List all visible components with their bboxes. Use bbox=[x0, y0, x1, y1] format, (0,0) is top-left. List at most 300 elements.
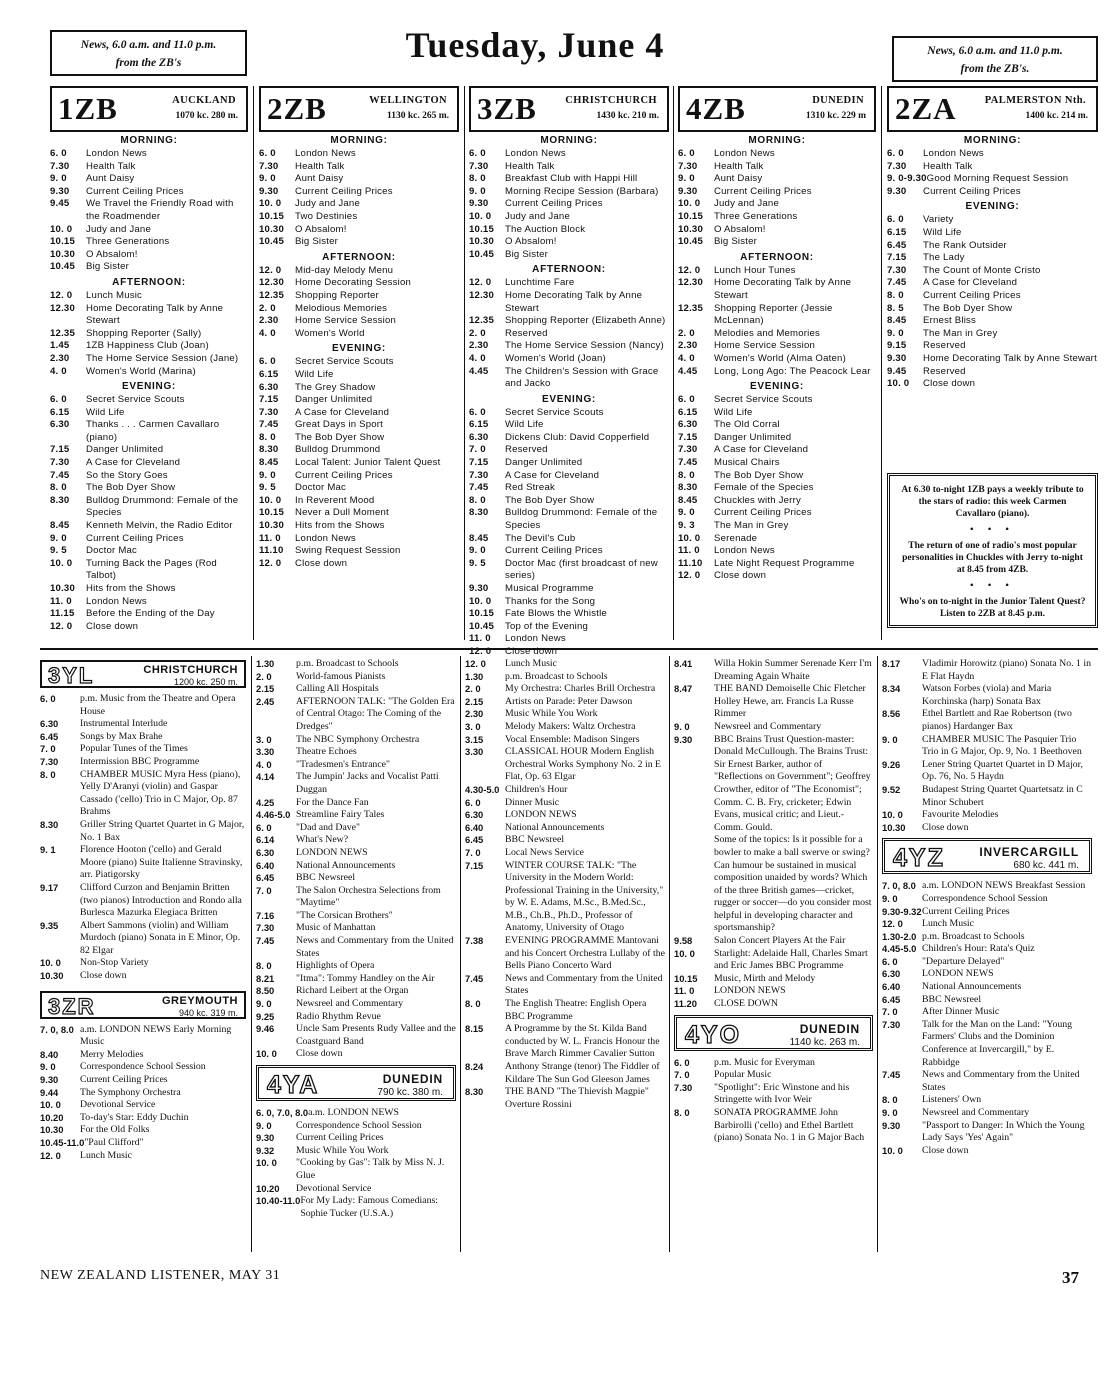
programme-time: 7.30 bbox=[882, 1018, 901, 1030]
programme-title: Melodies and Memories bbox=[714, 327, 821, 339]
programme-time: 10.45 bbox=[469, 248, 495, 260]
programme-item bbox=[678, 482, 876, 495]
programme-time: 9.44 bbox=[40, 1086, 59, 1098]
programme-title: a.m. LONDON NEWS Breakfast Session bbox=[922, 880, 1086, 892]
programme-time: 10.45 bbox=[469, 620, 495, 632]
programme-time: 4. 0 bbox=[678, 352, 695, 364]
programme-time: 10.15 bbox=[50, 236, 76, 248]
programme-list-3yl-continued bbox=[256, 658, 456, 1061]
programme-item bbox=[259, 369, 459, 382]
programme-item bbox=[882, 1145, 1092, 1158]
programme-time: 8.45 bbox=[678, 494, 698, 506]
programme-item bbox=[50, 482, 248, 495]
programme-title: Home Service Session bbox=[714, 340, 816, 352]
programme-time: 10.30 bbox=[50, 583, 76, 594]
programme-title: Some of the topics: Is it possible for a bowler to make a ball swerve or swing? Can humour be sustained in musical composition unaided by words? Which of the three British games—cricket, rugger or soccer—do you consider most helpful in developing character and sportsmanship? bbox=[714, 834, 872, 934]
programme-title: Dickens Club: David Copperfield bbox=[505, 431, 650, 443]
programme-item bbox=[256, 1195, 456, 1220]
programme-time: 8.40 bbox=[40, 1048, 59, 1060]
news-box-right bbox=[892, 36, 1098, 82]
programme-title: Big Sister bbox=[86, 261, 130, 273]
promo-text-2: The return of one of radio's most popular personalities in Chuckles with Jerry to-night at 8.45 from 4ZB. bbox=[902, 541, 1083, 575]
programme-title: "Tradesmen's Entrance" bbox=[296, 758, 391, 770]
programme-time: 2.15 bbox=[465, 695, 484, 707]
programme-item bbox=[259, 394, 459, 407]
programme-time: 11.10 bbox=[259, 545, 284, 557]
programme-time: 6.30 bbox=[259, 381, 279, 393]
programme-title: The Old Corral bbox=[714, 419, 780, 431]
programme-time: 7. 0 bbox=[40, 743, 56, 755]
programme-title: Newsreel and Commentary bbox=[922, 1107, 1030, 1118]
programme-item bbox=[50, 533, 248, 546]
programme-title: London News bbox=[86, 595, 147, 607]
programme-time: 6.30 bbox=[50, 419, 70, 431]
column-rule bbox=[673, 86, 674, 640]
programme-item bbox=[256, 860, 456, 873]
programme-title: The Man in Grey bbox=[714, 520, 789, 532]
programme-item bbox=[40, 718, 246, 731]
programme-time: 12. 0 bbox=[465, 658, 486, 669]
programme-title: Wild Life bbox=[295, 368, 334, 380]
programme-title: Listeners' Own bbox=[922, 1094, 982, 1106]
programme-list-4yo-continued bbox=[882, 658, 1092, 834]
programme-item bbox=[887, 240, 1098, 253]
programme-title: Theatre Echoes bbox=[296, 746, 357, 758]
programme-item bbox=[40, 1049, 246, 1062]
programme-item bbox=[674, 948, 873, 973]
programme-title: LONDON NEWS bbox=[296, 846, 368, 858]
programme-title: Big Sister bbox=[505, 248, 549, 260]
programme-item bbox=[256, 985, 456, 998]
programme-title: Popular Music bbox=[714, 1069, 772, 1081]
programme-item bbox=[469, 482, 669, 495]
programme-title: Reserved bbox=[505, 444, 548, 456]
programme-title: Doctor Mac (first broadcast of new series) bbox=[505, 557, 658, 582]
programme-time: 9.30 bbox=[40, 1074, 59, 1086]
programme-item bbox=[40, 1099, 246, 1112]
lower-column-5 bbox=[882, 658, 1092, 1250]
programme-item bbox=[887, 161, 1098, 174]
programme-time: 9. 3 bbox=[678, 520, 695, 532]
programme-title: Vocal Ensemble: Madison Singers bbox=[505, 733, 640, 745]
programme-item bbox=[882, 943, 1092, 956]
section-title: AFTERNOON: bbox=[740, 251, 814, 263]
programme-item bbox=[256, 960, 456, 973]
programme-time: 12.35 bbox=[678, 302, 704, 314]
programme-title: Merry Melodies bbox=[80, 1048, 144, 1060]
column-rule bbox=[251, 656, 252, 1252]
programme-title: So the Story Goes bbox=[86, 469, 168, 481]
programme-title: Secret Service Scouts bbox=[86, 394, 185, 406]
programme-time: 2.15 bbox=[256, 683, 275, 695]
programme-time: 10.30 bbox=[50, 248, 76, 260]
programme-title: The Rank Outsider bbox=[923, 239, 1007, 251]
programme-item bbox=[678, 236, 876, 249]
programme-title: The Home Service Session (Jane) bbox=[86, 352, 239, 364]
programme-title: Salon Concert Players At the Fair bbox=[714, 935, 846, 947]
programme-title: Intermission BBC Programme bbox=[80, 755, 200, 767]
programme-time: 6. 0 bbox=[887, 214, 904, 226]
programme-time: 6.14 bbox=[256, 834, 275, 846]
programme-time: 6. 0, 7.0, 8.0 bbox=[256, 1107, 309, 1118]
programme-item bbox=[256, 658, 456, 671]
programme-item bbox=[259, 545, 459, 558]
programme-time: 10.20 bbox=[256, 1182, 280, 1194]
programme-item bbox=[882, 931, 1092, 944]
section-title: MORNING: bbox=[120, 135, 178, 146]
programme-time: 7.45 bbox=[882, 1069, 901, 1081]
programme-title: Judy and Jane bbox=[714, 198, 780, 210]
programme-time: 1.30 bbox=[256, 658, 275, 669]
programme-item bbox=[469, 407, 669, 420]
programme-title: Great Days in Sport bbox=[295, 419, 384, 431]
programme-time: 2.30 bbox=[259, 315, 279, 327]
programme-title: Music While You Work bbox=[505, 708, 598, 720]
programme-item bbox=[465, 1023, 665, 1061]
programme-time: 7.45 bbox=[678, 457, 698, 469]
programme-item bbox=[469, 432, 669, 445]
programme-list-4ya bbox=[256, 1107, 456, 1220]
programme-item bbox=[50, 366, 248, 379]
programme-time: 9. 1 bbox=[40, 844, 56, 856]
programme-title: Three Generations bbox=[714, 210, 798, 222]
programme-time: 12.30 bbox=[259, 277, 285, 289]
programme-item bbox=[678, 265, 876, 278]
programme-item bbox=[40, 844, 246, 882]
programme-time: 11.20 bbox=[674, 998, 697, 1010]
programme-title: London News bbox=[505, 633, 566, 645]
programme-time: 9.30 bbox=[887, 185, 907, 197]
programme-item bbox=[678, 545, 876, 558]
programme-title: BBC Brains Trust Question-master: Donald McCullough. The Brains Trust: Sir Ernest Barker, author of "Reflections on Government"; Geoffrey Crowther, editor of "The Economist"; Comm. C. B. Fry, cricketer; Edwin Evans, musical critic; and Lieut.-Comm. Gould. bbox=[714, 733, 871, 833]
programme-item bbox=[465, 721, 665, 734]
programme-time: 6.30 bbox=[678, 419, 698, 431]
programme-item bbox=[882, 994, 1092, 1007]
programme-title: Close down bbox=[714, 570, 767, 582]
programme-time: 7.45 bbox=[259, 419, 279, 431]
programme-item bbox=[259, 315, 459, 328]
programme-title: CHAMBER MUSIC Myra Hess (piano), Yelly D'Aranyi (violin) and Gaspar Cassado ('cello) Trio in C Major, Op. 87 Brahms bbox=[80, 768, 241, 818]
programme-time: 7.30 bbox=[256, 922, 275, 934]
programme-time: 7.30 bbox=[678, 160, 698, 172]
programme-item bbox=[50, 224, 248, 237]
station-call-sign: 4ZB bbox=[686, 91, 746, 126]
programme-time: 9. 0 bbox=[882, 892, 898, 904]
programme-time: 10.30 bbox=[40, 970, 64, 982]
programme-time: 6.15 bbox=[469, 419, 489, 431]
programme-time: 10.15 bbox=[259, 210, 285, 222]
programme-item bbox=[469, 277, 669, 290]
programme-title: Breakfast Club with Happi Hill bbox=[505, 173, 638, 185]
programme-title: The Bob Dyer Show bbox=[86, 482, 176, 494]
programme-title: "Dad and Dave" bbox=[296, 821, 361, 833]
programme-time: 7.16 bbox=[256, 909, 275, 921]
programme-time: 9. 5 bbox=[259, 482, 276, 494]
programme-time: 8.30 bbox=[50, 494, 70, 506]
programme-item bbox=[259, 558, 459, 571]
column-rule bbox=[877, 656, 878, 1252]
programme-item bbox=[469, 558, 669, 583]
programme-item bbox=[882, 708, 1092, 733]
programme-time: 10.15 bbox=[259, 507, 285, 519]
programme-title: Red Streak bbox=[505, 482, 555, 494]
programme-time: 8. 0 bbox=[674, 1107, 690, 1118]
programme-item bbox=[469, 224, 669, 237]
programme-title: 1ZB Happiness Club (Joan) bbox=[86, 340, 209, 352]
station-frequency: 1310 kc. 229 m bbox=[805, 111, 866, 121]
programme-time: 9.30 bbox=[469, 583, 489, 594]
programme-item bbox=[50, 303, 248, 328]
programme-item bbox=[256, 998, 456, 1011]
programme-time: 8.45 bbox=[469, 532, 489, 544]
programme-time: 9.30 bbox=[50, 185, 70, 197]
section-title: EVENING: bbox=[542, 393, 596, 405]
programme-title: Judy and Jane bbox=[505, 210, 571, 222]
programme-item bbox=[465, 696, 665, 709]
programme-list-4ya-continued bbox=[465, 658, 665, 1111]
programme-title: Correspondence School Session bbox=[296, 1119, 422, 1131]
programme-item bbox=[469, 596, 669, 609]
programme-item bbox=[40, 970, 246, 983]
programme-time: 7.15 bbox=[259, 394, 279, 406]
programme-time: 9. 0 bbox=[882, 733, 898, 745]
programme-time: 8.17 bbox=[882, 658, 901, 669]
programme-title: Music, Mirth and Melody bbox=[714, 972, 816, 984]
programme-title: Lunch Music bbox=[922, 918, 974, 930]
programme-time: 4. 0 bbox=[256, 758, 272, 770]
station-city: INVERCARGILL bbox=[979, 845, 1079, 860]
programme-item bbox=[678, 340, 876, 353]
station-call-sign: 4YA bbox=[267, 1071, 320, 1099]
programme-item bbox=[465, 973, 665, 998]
programme-item bbox=[256, 671, 456, 684]
programme-item bbox=[678, 407, 876, 420]
programme-item bbox=[256, 822, 456, 835]
programme-item bbox=[887, 214, 1098, 227]
programme-time: 2.30 bbox=[50, 352, 70, 364]
section-title: EVENING: bbox=[332, 343, 386, 355]
programme-item bbox=[882, 906, 1092, 919]
programme-item bbox=[50, 470, 248, 483]
programme-time: 4.45 bbox=[469, 365, 489, 377]
station-frequency: 1070 kc. 280 m. bbox=[175, 111, 238, 121]
programme-time: 12. 0 bbox=[40, 1149, 61, 1161]
programme-title: Melody Makers: Waltz Orchestra bbox=[505, 720, 636, 732]
programme-item bbox=[678, 533, 876, 546]
programme-item bbox=[50, 261, 248, 274]
programme-title: A Case for Cleveland bbox=[505, 469, 600, 481]
programme-time: 9. 0 bbox=[259, 469, 276, 481]
programme-time: 10. 0 bbox=[882, 1144, 903, 1156]
station-frequency: 1140 kc. 263 m. bbox=[789, 1036, 860, 1048]
news-box-right-line1: News, 6.0 a.m. and 11.0 p.m. bbox=[927, 45, 1063, 57]
programme-item bbox=[469, 366, 669, 391]
programme-time: 10. 0 bbox=[50, 223, 73, 235]
programme-time: 6. 0 bbox=[674, 1056, 690, 1068]
programme-title: Current Ceiling Prices bbox=[86, 185, 184, 197]
programme-item bbox=[678, 520, 876, 533]
programme-time: 12. 0 bbox=[469, 645, 492, 657]
programme-time: 6. 0 bbox=[259, 148, 276, 159]
programme-title: Songs by Max Brahe bbox=[80, 730, 163, 742]
programme-title: London News bbox=[714, 148, 775, 159]
programme-time: 3.15 bbox=[465, 733, 484, 745]
programme-time: 4.46-5.0 bbox=[256, 809, 291, 821]
programme-time: 9.58 bbox=[674, 935, 693, 947]
programme-time: 9. 0 bbox=[40, 1061, 56, 1073]
page-number: 37 bbox=[1062, 1268, 1079, 1287]
programme-item bbox=[469, 173, 669, 186]
programme-title: The Symphony Orchestra bbox=[80, 1086, 181, 1098]
programme-item bbox=[256, 935, 456, 960]
programme-title: Health Talk bbox=[295, 160, 345, 172]
programme-title: "Departure Delayed" bbox=[922, 955, 1005, 967]
programme-item bbox=[50, 596, 248, 609]
programme-title: Morning Recipe Session (Barbara) bbox=[505, 185, 659, 197]
programme-item bbox=[256, 809, 456, 822]
station-city: PALMERSTON Nth. bbox=[984, 95, 1086, 106]
programme-item bbox=[259, 303, 459, 316]
programme-item bbox=[882, 683, 1092, 708]
programme-title: Correspondence School Session bbox=[922, 892, 1048, 904]
programme-title: Musical Programme bbox=[505, 583, 594, 594]
programme-time: 7.15 bbox=[887, 252, 907, 264]
programme-time: 8.30 bbox=[469, 507, 489, 519]
programme-title: Shopping Reporter bbox=[295, 289, 379, 301]
programme-item bbox=[465, 671, 665, 684]
programme-title: Bulldog Drummond bbox=[295, 444, 381, 456]
programme-item bbox=[882, 809, 1092, 822]
programme-title: AFTERNOON TALK: "The Golden Era of Central Otago: The Coming of the Dredges" bbox=[296, 695, 455, 732]
programme-title: p.m. Broadcast to Schools bbox=[922, 930, 1025, 942]
programme-time: 2. 0 bbox=[465, 683, 481, 695]
programme-time: 7.30 bbox=[678, 444, 698, 456]
programme-title: LONDON NEWS bbox=[505, 809, 577, 821]
programme-title: "The Corsican Brothers" bbox=[296, 909, 393, 921]
programme-title: Before the Ending of the Day bbox=[86, 608, 215, 620]
programme-item bbox=[256, 683, 456, 696]
station-call-sign: 1ZB bbox=[58, 91, 118, 126]
programme-item bbox=[882, 981, 1092, 994]
section-title: EVENING: bbox=[122, 381, 176, 393]
programme-time: 8. 0 bbox=[40, 768, 56, 780]
programme-title: Ernest Bliss bbox=[923, 315, 977, 327]
programme-time: 2.30 bbox=[465, 708, 484, 720]
station-header-3yl bbox=[40, 660, 246, 688]
programme-title: Uncle Sam Presents Rudy Vallee and the Coastguard Band bbox=[296, 1023, 456, 1047]
station-column-1zb bbox=[50, 86, 248, 640]
programme-time: 7.30 bbox=[887, 160, 907, 172]
programme-title: Thanks for the Song bbox=[505, 595, 596, 607]
programme-title: The NBC Symphony Orchestra bbox=[296, 733, 420, 745]
programme-time: 6. 0 bbox=[40, 693, 56, 704]
programme-item bbox=[50, 148, 248, 161]
programme-time: 6. 0 bbox=[887, 148, 904, 159]
programme-title: Lunch Music bbox=[505, 658, 557, 669]
programme-item bbox=[882, 956, 1092, 969]
programme-title: Swing Request Session bbox=[295, 545, 401, 557]
programme-title: Bulldog Drummond: Female of the Species bbox=[505, 507, 658, 532]
programme-title: Close down bbox=[922, 821, 969, 833]
programme-item bbox=[678, 173, 876, 186]
programme-item bbox=[256, 696, 456, 734]
programme-item bbox=[887, 173, 1098, 186]
programme-time bbox=[674, 834, 714, 935]
programme-time: 10. 0 bbox=[882, 809, 903, 821]
programme-time: 12. 0 bbox=[50, 620, 73, 632]
programme-title: Home Decorating Talk by Anne Stewart bbox=[86, 302, 224, 327]
programme-title: Close down bbox=[80, 970, 127, 982]
programme-title: O Absalom! bbox=[295, 223, 347, 235]
programme-item bbox=[40, 1124, 246, 1137]
programme-time: 9.26 bbox=[882, 758, 901, 770]
programme-time: 8. 0 bbox=[882, 1094, 898, 1106]
programme-item bbox=[678, 353, 876, 366]
column-rule bbox=[881, 86, 882, 640]
programme-title: Turning Back the Pages (Rod Talbot) bbox=[86, 557, 217, 582]
programme-time: 6.15 bbox=[259, 368, 279, 380]
programme-title: Devotional Service bbox=[80, 1099, 156, 1111]
programme-title: London News bbox=[505, 148, 566, 159]
programme-time: 8.30 bbox=[259, 444, 279, 456]
programme-item bbox=[256, 771, 456, 796]
programme-item bbox=[259, 186, 459, 199]
programme-item bbox=[259, 470, 459, 483]
programme-item bbox=[674, 985, 873, 998]
programme-title: THE BAND "The Thievish Magpie" Overture Rossini bbox=[505, 1086, 649, 1110]
programme-item bbox=[40, 769, 246, 819]
programme-title: SONATA PROGRAMME John Barbirolli ('cello) and Ethel Bartlett (piano) Sonata No. 1 in G Major Bach bbox=[714, 1107, 865, 1144]
programme-item bbox=[678, 303, 876, 328]
programme-time: 12.35 bbox=[50, 327, 76, 339]
programme-title: WINTER COURSE TALK: "The University in the Modern World: Professional Training in the University," by W. E. Adams, M.Sc., B.Med.Sc., M.B., Ch.B., Ph.D., Professor of Anatomy, University of Otago bbox=[505, 859, 664, 934]
programme-item bbox=[256, 1120, 456, 1133]
programme-title: Aunt Daisy bbox=[295, 173, 344, 185]
programme-item bbox=[256, 746, 456, 759]
programme-time: 4.30-5.0 bbox=[465, 783, 500, 795]
programme-time: 11. 0 bbox=[674, 985, 695, 997]
programme-time: 8. 0 bbox=[887, 289, 904, 301]
programme-time: 10. 0 bbox=[259, 198, 282, 210]
programme-title: News and Commentary from the United States bbox=[505, 972, 663, 997]
programme-item bbox=[469, 646, 669, 659]
programme-time: 6.15 bbox=[50, 406, 70, 418]
programme-time: 12.30 bbox=[469, 289, 495, 301]
station-call-sign: 2ZB bbox=[267, 91, 327, 126]
programme-title: "Paul Clifford" bbox=[84, 1137, 144, 1148]
station-header bbox=[678, 86, 876, 132]
programme-item bbox=[887, 252, 1098, 265]
programme-time: 10.40-11.0 bbox=[256, 1195, 301, 1207]
programme-title: Danger Unlimited bbox=[86, 444, 164, 456]
programme-title: The Count of Monte Cristo bbox=[923, 264, 1041, 276]
programme-title: Newsreel and Commentary bbox=[296, 998, 404, 1010]
programme-title: Children's Hour: Rata's Quiz bbox=[922, 943, 1035, 955]
programme-time: 9.30 bbox=[674, 733, 693, 745]
programme-title: Calling All Hospitals bbox=[296, 683, 379, 695]
programme-time: 4. 0 bbox=[469, 352, 486, 364]
programme-item bbox=[674, 973, 873, 986]
programme-time: 3.30 bbox=[256, 746, 275, 758]
programme-title: What's New? bbox=[296, 834, 349, 846]
programme-time: 7.30 bbox=[887, 264, 907, 276]
programme-item bbox=[259, 444, 459, 457]
programme-time: 9.30 bbox=[678, 185, 698, 197]
programme-title: Music While You Work bbox=[296, 1144, 389, 1156]
programme-item bbox=[256, 1023, 456, 1048]
programme-title: The Salon Orchestra Selections from "Maytime" bbox=[296, 884, 441, 909]
programme-time: 8.56 bbox=[882, 708, 901, 720]
